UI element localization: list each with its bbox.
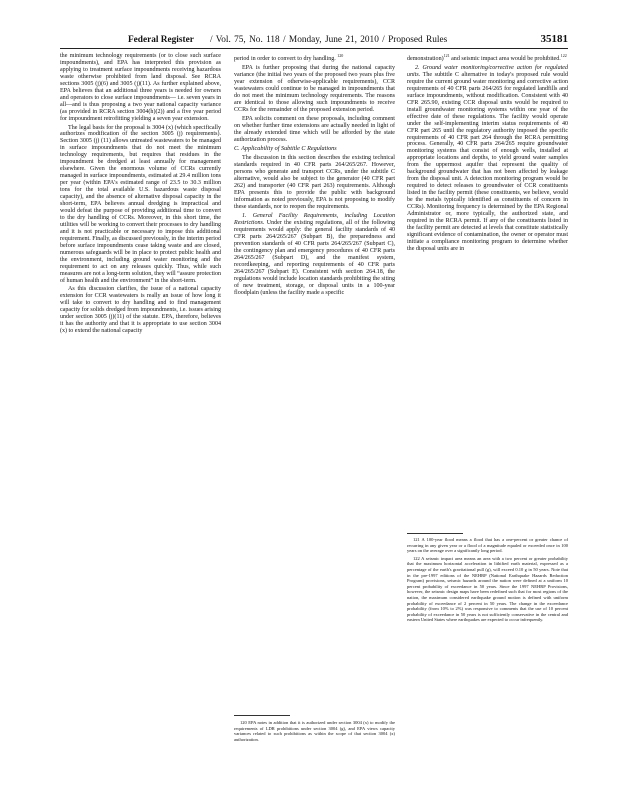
paragraph: EPA is further proposing that during the national capacity variance (the initial two years of the proposed two years plus five year extension of otherwise-applicable requirements), CCR wastewaters could continue to be managed in impoundments that do not meet the minimum technology requirements. The reasons are identical to those allowing such impoundments to receive CCRs for the remainder of the proposed extension period. [234,64,395,113]
paragraph: period in order to convert to dry handling. $^{120}$ [234,53,344,63]
text-column-1 [60,53,221,337]
text-column-2 [234,53,395,298]
footnote: 121 A 100-year flood means a flood that has a one-percent or greater chance of recurring in any given year or a flood of a magnitude equaled or exceeded once in 100 years on the average over a significantly long period. [407,537,568,554]
text-column-3 [407,53,568,255]
footnotes-column-2 [234,720,395,744]
paragraph: EPA solicits comment on these proposals, including comment on whether further time extensions are actually needed in light of the already extended time which will be afforded by the state authorization process. [234,115,395,143]
footnote: 120 EPA notes in addition that it is authorized under section 3004 (x) to modify the requirements of LDR prohibitions under section 3004 (g), and EPA views capacity variances related to such prohibitions as within the scope of that section 3004 (x) authorization. [234,720,395,742]
paragraph: 1. General Facility Requirements, including Location Restrictions. Under the existing regulations, all of the following requirements would apply: the general facility standards of 40 CFR parts 264/265/267 (Subpart B), the preparedness and prevention standards of 40 CFR parts 264/265/267 (Subpart C), the contingency plan and emergency procedures of 40 CFR parts 264/265/267 (Subpart D), and the manifest system, recordkeeping, and reporting requirements of 40 CFR parts 264/265/267 (Subpart E). Consistent with section 264.18, the regulations would include location standards prohibiting the siting of new treatment, storage, or disposal units in a 100-year floodplain (unless the facility made a specific [234,213,395,296]
header-rule [60,48,568,49]
issue-info: / Vol. 75, No. 118 / Monday, June 21, 2010 / Proposed Rules [210,35,448,45]
footnote-ref: 122 [560,53,567,58]
page-header [60,33,568,47]
footnote-ref: 121 [443,53,450,58]
footnotes-column-3 [407,537,568,625]
subsection-heading: 2. Ground water monitoring/corrective action for regulated units. [407,64,568,78]
paragraph: The legal basis for the proposal is 3004 (x) (which specifically authorizes modification of the section 3005 (j) requirements). Section 3005 (j) (11) allows untreated wastewaters to be managed in surface impoundments that do not meet the minimum technology requirements, but requires that residues in the impoundment be dredged at least annually for management elsewhere. Given the enormous volume of CCRs currently managed in surface impoundments, estimated at 29.4 million tons per year (within EPA's estimated range of 23.5 to 30.3 million tons for the total available U.S. hazardous waste disposal capacity), and the absence of alternative disposal capacity in the short-term, EPA believes annual dredging is impractical and would defeat the purpose of providing additional time to convert to the dry handling of CCRs. Moreover, in this short time, the utilities will be working to convert their processes to dry handling and it is not practicable or necessary to impose this additional requirement. Finally, as discussed previously, in the interim period before surface impoundments cease taking waste and are closed, numerous safeguards will be in place to protect public health and the environment, including ground water monitoring and the requirement to act on any releases quickly. Thus, while such measures are not a long-term solution, they will “assure protection of human health and the environment” in the short-term. [60,124,221,284]
paragraph: demonstration)$^{121}$ and seismic impact area would be prohibited.$^{122}$ [407,53,567,63]
footnote: 122 A seismic impact area means an area with a two percent or greater probability that the maximum horizontal acceleration in lithified earth material, expressed as a percentage of the earth's gravitational pull (g), will exceed 0.10 g in 50 years. Note that in the pre-1997 editions of the NEHRP (National Earthquake Hazards Reduction Program) provisions, seismic hazards around the nation were defined at a uniform 10 percent probability of exceedance in 50 years. Since the 1997 NEHRP Provisions, however, the seismic design maps have been redefined such that for most regions of the nation, the maximum considered earthquake ground motion is defined with uniform probability of exceedance of 2 percent in 50 years. The change in the exceedance probability (from 10% to 2%) was responsive to comments that the use of 10 percent probability of exceedance in 50 years is not sufficiently conservative in the central and eastern United States where earthquakes are expected to occur infrequently. [407,555,568,623]
publication-title: Federal Register [128,35,194,45]
section-heading: C. Applicability of Subtitle C Regulations [234,145,337,153]
footnote-rule [234,715,290,716]
paragraph: As this discussion clarifies, the issue of a national capacity extension for CCR wastewaters is really an issue of how long it will take to convert to dry handling and to find management capacity for solids dredged from impoundments, i.e. issues arising under section 3005 (j)(11) of the statute. EPA, therefore, believes it has the authority and that it is appropriate to use section 3004 (x) to extend the national capacity [60,286,221,335]
footnote-rule [407,533,463,534]
footnote-ref: 120 [337,53,344,58]
page-number: 35181 [540,33,568,45]
paragraph: The discussion in this section describes the existing technical standards required in 40 CFR parts 264/265/267. However, persons who generate and transport CCRs, under the subtitle C alternative, would also be subject to the generator (40 CFR part 262) and transporter (40 CFR part 263) requirements. Although EPA presents this to provide the public with background information as noted previously, EPA is not proposing to modify these standards, nor to reopen the requirements. [234,155,395,211]
paragraph: 2. Ground water monitoring/corrective action for regulated units. The subtitle C alternative in today's proposed rule would require the current ground water monitoring and corrective action requirements of 40 CFR parts 264/265 for regulated landfills and surface impoundments, without modification. Consistent with 40 CFR 265.90, existing CCR disposal units would be required to install groundwater monitoring systems within one year of the effective date of these regulations. The facility would operate under the self-implementing interim status requirements of 40 CFR part 265 until the regulatory authority imposed the specific requirements of 40 CFR part 264 through the RCRA permitting process. Generally, 40 CFR parts 264/265 require groundwater monitoring systems that consist of enough wells, installed at appropriate locations and depths, to yield ground water samples from the uppermost aquifer that represent the quality of background groundwater that has not been affected by leakage from the disposal unit. A detection monitoring program would be required to detect releases to groundwater of CCR constituents listed in the facility permit (these constituents, we believe, would be the metals typically identified as constituents of concern in CCRs). Monitoring frequency is determined by the EPA Regional Administrator or, more typically, the authorized state, and required in the RCRA permit. If any of the constituents listed in the facility permit are detected at levels that constitute statistically significant evidence of contamination, the owner or operator must initiate a compliance monitoring program to determine whether the disposal units are in [407,64,569,252]
paragraph: the minimum technology requirements (or to close such surface impoundments), and EPA has interpreted this provision as applying to treatment surface impoundments receiving hazardous waste otherwise prohibited from land disposal. See RCRA sections 3005 (j)(6) and 3005 (j)(11). As further explained above, EPA believes that an additional three years is needed for owners and operators to close surface impoundments— i.e. seven years in all—and is thus proposing a two year national capacity variance (as provided in RCRA section 3004(h)(2)) and a five year period for impoundment retrofitting yielding a seven year extension. [60,53,221,122]
subsection-heading: 1. General Facility Requirements, including Location Restrictions. [234,213,395,226]
